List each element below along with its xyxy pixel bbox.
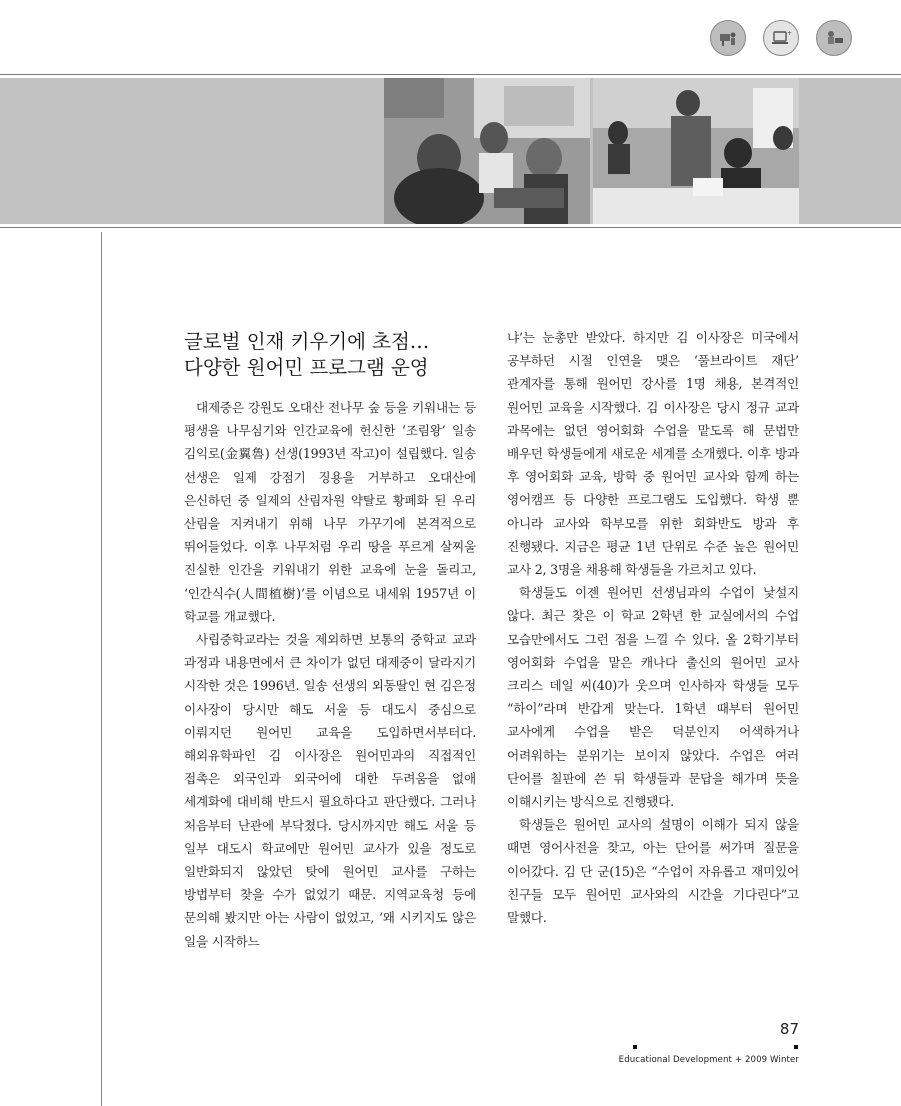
paragraph: 대제중은 강원도 오대산 전나무 숲 등을 키워내는 등 평생을 나무심기와 인간교육에 헌신한 ‘조림왕’ 일송 김익로(金翼魯) 선생(1993년 작고)이 설립했다. 일송 선생은 일제 강점기 징용을 거부하고 오대산에 은신하던 중 일제의 산림자원 약탈로 황폐화 된 우리 산림을 지켜내기 위해 나무 가꾸기에 본격적으로 뛰어들었다. 이후 나무처럼 우리 땅을 푸르게 살찌울 진실한 인간을 키워내기 위한 교육에 눈을 돌리고, ‘인간식수(人間植樹)’를 이념으로 내세워 1957년 이 학교를 개교했다.	[184, 400, 476, 624]
svg-text:+: +	[787, 30, 793, 37]
classroom-photo-teacher	[593, 78, 799, 224]
paragraph: 학생들도 이젠 원어민 선생님과의 수업이 낯설지 않다. 최근 찾은 이 학교 2학년 한 교실에서의 수업 모습만에서도 그런 점을 느낄 수 있다. 올 2학기부터 영어회화 수업을 맡은 캐나다 출신의 원어민 교사 크리스 데일 씨(40)가 웃으며 인사하자 학생들 모두 “하이”라며 반갑게 맞는다. 1학년 때부터 원어민 교사에게 수업을 받은 덕분인지 어색하거나 어려워하는 분위기는 보이지 않았다. 수업은 여러 단어를 칠판에 쓴 뒤 학생들과 문답을 해가며 뜻을 이해시키는 방식으로 진행됐다.	[507, 585, 799, 810]
paragraph: 사립중학교라는 것을 제외하면 보통의 중학교 교과 과정과 내용면에서 큰 차이가 없던 대제중이 달라지기 시작한 것은 1996년. 일송 선생의 외동딸인 현 김은정 이사장이 당시만 해도 서울 등 대도시 중심으로 이뤄지던 원어민 교육을 도입하면서부터다. 해외유학파인 김 이사장은 원어민과의 직접적인 접촉은 외국인과 외국어에 대한 두려움을 없애 세계화에 대비해 반드시 필요하다고 판단했다. 그러나 처음부터 난관에 부닥쳤다. 당시까지만 해도 서울 등 일부 대도시 학교에만 원어민 교사가 있을 정도로 일반화되지 않았던 탓에 원어민 교사를 구하는 방법부터 찾을 수가 없었기 때문. 지역교육청 등에 문의해 봤지만 아는 사람이 없었고, ‘왜 시키지도 않은 일을 시작하느	[184, 632, 476, 949]
article-heading	[184, 329, 476, 381]
computer-study-icon	[763, 20, 799, 56]
margin-rule	[101, 232, 102, 1106]
heading-line-2: 다양한 원어민 프로그램 운영	[184, 356, 429, 379]
banner-top-rule	[0, 74, 901, 75]
footer-marker	[794, 1045, 798, 1049]
paragraph: 학생들은 원어민 교사의 설명이 이해가 되지 않을 때면 영어사전을 찾고, 아는 단어를 써가며 질문을 이어갔다. 김 단 군(15)은 “수업이 자유롭고 재미있어 친구들 모두 원어민 교사와의 시간을 기다린다”고 말했다.	[507, 817, 799, 926]
banner-bottom-rule	[0, 227, 901, 228]
heading-line-1: 글로벌 인재 키우기에 초점…	[184, 330, 430, 353]
journal-title: Educational Development + 2009 Winter	[618, 1055, 799, 1065]
paragraph: 냐’는 눈총만 받았다. 하지만 김 이사장은 미국에서 공부하던 시절 인연을 맺은 ‘풀브라이트 재단’ 관계자를 통해 원어민 강사를 1명 채용, 본격적인 원어민 교육을 시작했다. 김 이사장은 당시 정규 교과 과목에는 없던 영어회화 수업을 맡도록 해 문법만 배우던 학생들에게 새로운 세계를 소개했다. 이후 방과 후 영어회화 교육, 방학 중 원어민 교사와 함께 하는 영어캠프 등 다양한 프로그램도 도입했다. 학생 뿐 아니라 교사와 학부모를 위한 회화반도 방과 후 진행됐다. 지금은 평균 1년 단위로 수준 높은 원어민 교사 2, 3명을 채용해 학생들을 가르치고 있다.	[507, 330, 799, 578]
footer-marker	[633, 1045, 637, 1049]
classroom-photo-students	[384, 78, 590, 224]
classroom-scene-icon	[710, 20, 746, 56]
article-column-left	[184, 329, 476, 953]
teacher-student-icon	[816, 20, 852, 56]
article-column-right	[507, 326, 799, 929]
page-number: 87	[779, 1020, 799, 1038]
